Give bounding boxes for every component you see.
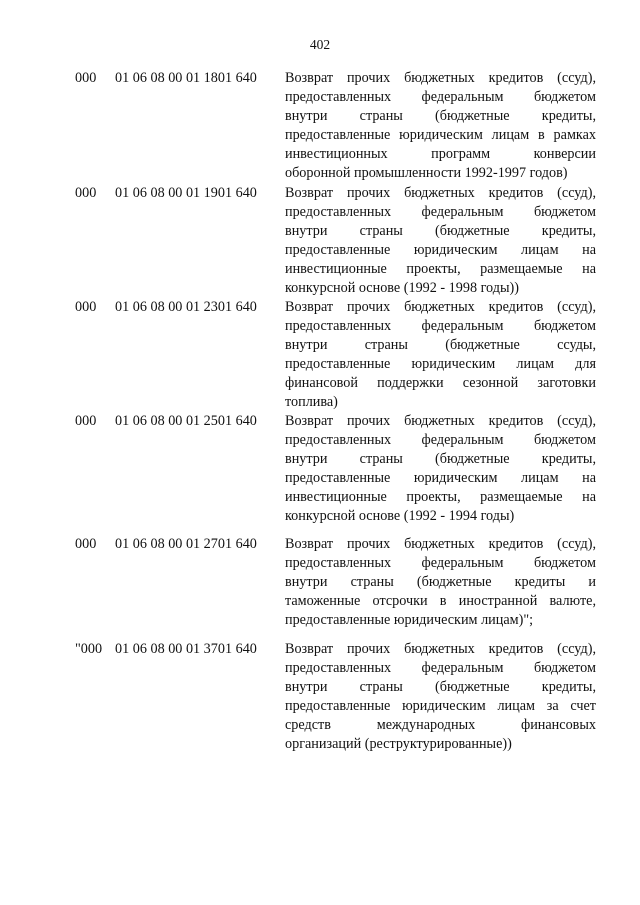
description-line: предоставленных федеральным бюджетом xyxy=(285,432,596,448)
description-line: инвестиционные проекты, размещаемые на xyxy=(285,489,596,505)
description-line: инвестиционных программ конверсии xyxy=(285,146,596,162)
description-line: внутри страны (бюджетные кредиты, xyxy=(285,108,596,124)
description-line: предоставленные юридическим лицам для xyxy=(285,356,596,372)
description-line: внутри страны (бюджетные кредиты и xyxy=(285,574,596,590)
description-line: Возврат прочих бюджетных кредитов (ссуд), xyxy=(285,641,596,657)
description-line: финансовой поддержки сезонной заготовки xyxy=(285,375,596,391)
admin-code: "000 xyxy=(75,641,103,657)
entry-description xyxy=(285,412,596,526)
description-line: предоставленных федеральным бюджетом xyxy=(285,555,596,571)
description-line: средств международных финансовых xyxy=(285,717,596,733)
description-line: предоставленные юридическим лицам)"; xyxy=(285,612,534,628)
description-line: внутри страны (бюджетные кредиты, xyxy=(285,451,596,467)
classification-code: 01 06 08 00 01 1801 640 xyxy=(115,70,257,86)
description-line: Возврат прочих бюджетных кредитов (ссуд), xyxy=(285,299,596,315)
description-line: предоставленных федеральным бюджетом xyxy=(285,660,596,676)
description-line: предоставленные юридическим лицам за счет xyxy=(285,698,596,714)
description-line: конкурсной основе (1992 - 1998 годы)) xyxy=(285,280,519,296)
classification-code: 01 06 08 00 01 1901 640 xyxy=(115,185,257,201)
classification-code: 01 06 08 00 01 3701 640 xyxy=(115,641,257,657)
admin-code: 000 xyxy=(75,413,97,429)
classification-code: 01 06 08 00 01 2301 640 xyxy=(115,299,257,315)
entry-description xyxy=(285,298,596,412)
entry-description xyxy=(285,184,596,298)
description-line: внутри страны (бюджетные ссуды, xyxy=(285,337,596,353)
description-line: предоставленные юридическим лицам в рамках xyxy=(285,127,596,143)
page-number: 402 xyxy=(309,37,331,52)
description-line: предоставленных федеральным бюджетом xyxy=(285,204,596,220)
admin-code: 000 xyxy=(75,299,97,315)
admin-code: 000 xyxy=(75,70,97,86)
classification-code: 01 06 08 00 01 2501 640 xyxy=(115,413,257,429)
description-line: Возврат прочих бюджетных кредитов (ссуд), xyxy=(285,70,596,86)
description-line: предоставленных федеральным бюджетом xyxy=(285,89,596,105)
entry-description xyxy=(285,535,596,630)
description-line: внутри страны (бюджетные кредиты, xyxy=(285,679,596,695)
description-line: предоставленные юридическим лицам на xyxy=(285,470,596,486)
description-line: топлива) xyxy=(285,394,338,410)
description-line: Возврат прочих бюджетных кредитов (ссуд), xyxy=(285,185,596,201)
description-line: конкурсной основе (1992 - 1994 годы) xyxy=(285,508,515,524)
description-line: Возврат прочих бюджетных кредитов (ссуд), xyxy=(285,536,596,552)
admin-code: 000 xyxy=(75,185,97,201)
description-line: предоставленных федеральным бюджетом xyxy=(285,318,596,334)
description-line: Возврат прочих бюджетных кредитов (ссуд), xyxy=(285,413,596,429)
entry-description xyxy=(285,69,596,183)
admin-code: 000 xyxy=(75,536,97,552)
description-line: предоставленные юридическим лицам на xyxy=(285,242,596,258)
classification-code: 01 06 08 00 01 2701 640 xyxy=(115,536,257,552)
description-line: организаций (реструктурированные)) xyxy=(285,736,512,752)
description-line: таможенные отсрочки в иностранной валюте, xyxy=(285,593,596,609)
description-line: оборонной промышленности 1992-1997 годов) xyxy=(285,165,568,181)
description-line: внутри страны (бюджетные кредиты, xyxy=(285,223,596,239)
entry-description xyxy=(285,640,596,754)
description-line: инвестиционные проекты, размещаемые на xyxy=(285,261,596,277)
